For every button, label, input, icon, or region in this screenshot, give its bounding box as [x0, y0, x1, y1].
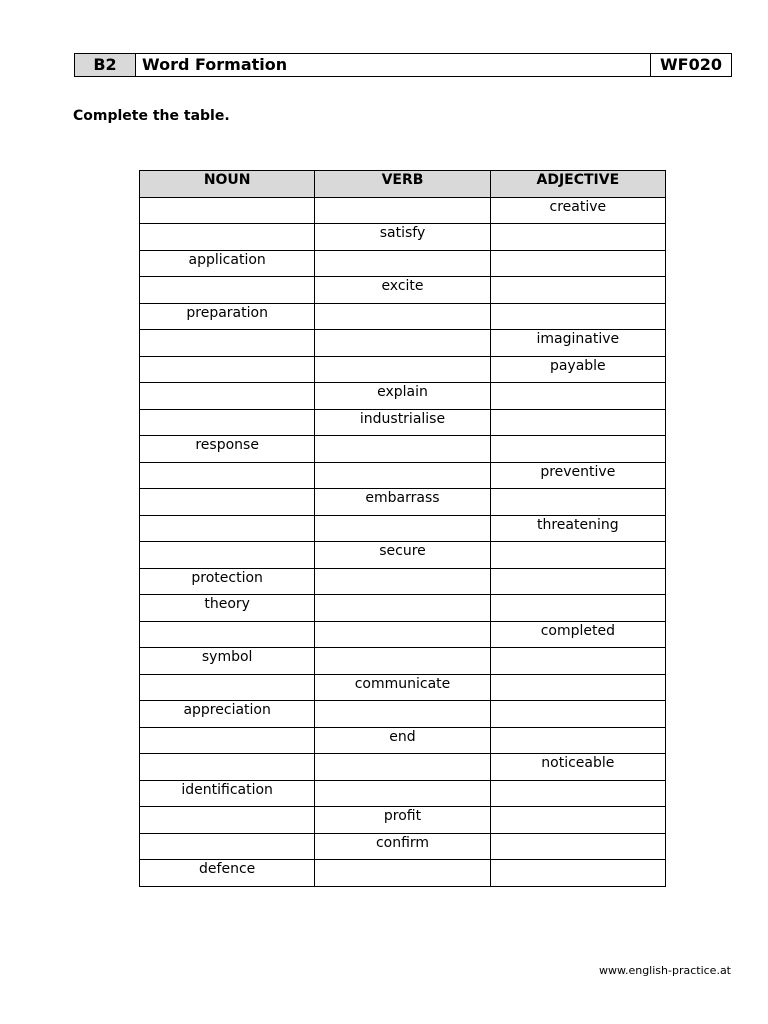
adjective-cell: noticeable: [490, 754, 665, 781]
noun-cell: [140, 409, 315, 436]
adjective-cell: [490, 436, 665, 463]
table-row: [140, 515, 666, 542]
table-row: [140, 409, 666, 436]
noun-cell: protection: [140, 568, 315, 595]
verb-cell: end: [315, 727, 490, 754]
noun-cell: [140, 542, 315, 569]
table-row: [140, 595, 666, 622]
verb-cell: [315, 436, 490, 463]
verb-cell: [315, 595, 490, 622]
adjective-cell: [490, 303, 665, 330]
table-row: [140, 674, 666, 701]
adjective-cell: threatening: [490, 515, 665, 542]
noun-cell: [140, 224, 315, 251]
verb-cell: satisfy: [315, 224, 490, 251]
table-row: [140, 701, 666, 728]
noun-cell: symbol: [140, 648, 315, 675]
noun-cell: [140, 833, 315, 860]
column-header-verb: VERB: [315, 171, 490, 198]
adjective-cell: [490, 727, 665, 754]
noun-cell: [140, 356, 315, 383]
table-body: [140, 197, 666, 886]
footer-url: www.english-practice.at: [598, 964, 731, 977]
adjective-cell: imaginative: [490, 330, 665, 357]
adjective-cell: [490, 648, 665, 675]
noun-cell: theory: [140, 595, 315, 622]
verb-cell: embarrass: [315, 489, 490, 516]
noun-cell: identification: [140, 780, 315, 807]
noun-cell: [140, 674, 315, 701]
noun-cell: [140, 515, 315, 542]
adjective-cell: creative: [490, 197, 665, 224]
adjective-cell: [490, 595, 665, 622]
noun-cell: [140, 383, 315, 410]
noun-cell: [140, 754, 315, 781]
verb-cell: excite: [315, 277, 490, 304]
noun-cell: response: [140, 436, 315, 463]
noun-cell: [140, 277, 315, 304]
table-row: [140, 383, 666, 410]
noun-cell: preparation: [140, 303, 315, 330]
adjective-cell: payable: [490, 356, 665, 383]
verb-cell: [315, 701, 490, 728]
table-row: [140, 833, 666, 860]
verb-cell: [315, 621, 490, 648]
table-row: [140, 224, 666, 251]
table-row: [140, 621, 666, 648]
worksheet-title: Word Formation: [136, 54, 651, 77]
noun-cell: [140, 727, 315, 754]
noun-cell: appreciation: [140, 701, 315, 728]
verb-cell: [315, 462, 490, 489]
adjective-cell: [490, 568, 665, 595]
adjective-cell: [490, 224, 665, 251]
noun-cell: [140, 462, 315, 489]
table-row: [140, 303, 666, 330]
word-formation-table: [139, 170, 666, 887]
table-row: [140, 754, 666, 781]
table-row: [140, 489, 666, 516]
noun-cell: [140, 807, 315, 834]
adjective-cell: [490, 250, 665, 277]
table-header-row: [140, 171, 666, 198]
verb-cell: communicate: [315, 674, 490, 701]
table-row: [140, 807, 666, 834]
adjective-cell: [490, 674, 665, 701]
adjective-cell: [490, 542, 665, 569]
adjective-cell: [490, 780, 665, 807]
verb-cell: [315, 330, 490, 357]
noun-cell: [140, 330, 315, 357]
table-row: [140, 727, 666, 754]
verb-cell: [315, 250, 490, 277]
noun-cell: [140, 621, 315, 648]
adjective-cell: completed: [490, 621, 665, 648]
table-row: [140, 277, 666, 304]
table-row: [140, 648, 666, 675]
table-row: [140, 568, 666, 595]
adjective-cell: [490, 860, 665, 887]
table-row: [140, 356, 666, 383]
verb-cell: [315, 356, 490, 383]
verb-cell: [315, 197, 490, 224]
verb-cell: explain: [315, 383, 490, 410]
adjective-cell: preventive: [490, 462, 665, 489]
adjective-cell: [490, 807, 665, 834]
adjective-cell: [490, 383, 665, 410]
adjective-cell: [490, 489, 665, 516]
adjective-cell: [490, 833, 665, 860]
table-row: [140, 250, 666, 277]
table-row: [140, 780, 666, 807]
worksheet-code: WF020: [651, 54, 732, 77]
table-row: [140, 330, 666, 357]
verb-cell: [315, 780, 490, 807]
level-label: B2: [75, 54, 136, 77]
table-row: [140, 542, 666, 569]
verb-cell: [315, 515, 490, 542]
verb-cell: [315, 568, 490, 595]
noun-cell: defence: [140, 860, 315, 887]
noun-cell: [140, 489, 315, 516]
worksheet-header: [74, 53, 732, 77]
verb-cell: [315, 303, 490, 330]
column-header-adjective: ADJECTIVE: [490, 171, 665, 198]
verb-cell: [315, 648, 490, 675]
table-row: [140, 436, 666, 463]
table-row: [140, 462, 666, 489]
verb-cell: [315, 754, 490, 781]
verb-cell: profit: [315, 807, 490, 834]
table-row: [140, 860, 666, 887]
noun-cell: application: [140, 250, 315, 277]
column-header-noun: NOUN: [140, 171, 315, 198]
adjective-cell: [490, 277, 665, 304]
adjective-cell: [490, 701, 665, 728]
adjective-cell: [490, 409, 665, 436]
verb-cell: industrialise: [315, 409, 490, 436]
verb-cell: [315, 860, 490, 887]
instruction-text: Complete the table.: [73, 108, 230, 124]
noun-cell: [140, 197, 315, 224]
verb-cell: secure: [315, 542, 490, 569]
table-row: [140, 197, 666, 224]
verb-cell: confirm: [315, 833, 490, 860]
